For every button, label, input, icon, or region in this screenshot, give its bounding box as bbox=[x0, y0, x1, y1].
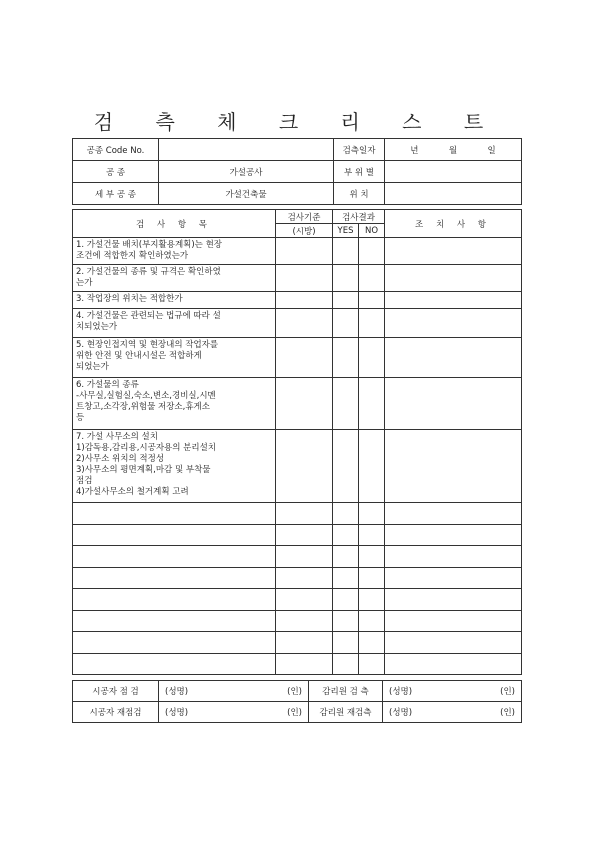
no-cell[interactable] bbox=[359, 430, 385, 503]
page-title: 검 측 체 크 리 스 트 bbox=[93, 110, 502, 134]
criteria-cell[interactable] bbox=[276, 610, 333, 632]
item-cell[interactable] bbox=[73, 653, 276, 675]
no-cell[interactable] bbox=[359, 309, 385, 338]
checklist-empty-row bbox=[73, 653, 522, 675]
seal-label: (인) bbox=[500, 708, 515, 718]
sub-work-value[interactable]: 가설건축물 bbox=[159, 183, 334, 205]
action-cell[interactable] bbox=[385, 632, 522, 654]
checklist-item-line: 3)사무소의 평면계획,마감 및 부착물 bbox=[76, 465, 211, 475]
item-cell[interactable] bbox=[73, 503, 276, 525]
criteria-cell[interactable] bbox=[276, 632, 333, 654]
work-type-label-text: 공 종 bbox=[105, 167, 126, 178]
date-month-label: 월 bbox=[448, 145, 458, 156]
no-cell[interactable] bbox=[359, 292, 385, 309]
checklist-item-line: 트창고,소각장,위험물 저장소,휴게소 bbox=[76, 402, 210, 412]
criteria-cell[interactable] bbox=[276, 567, 333, 589]
yes-cell[interactable] bbox=[333, 309, 359, 338]
action-cell[interactable] bbox=[385, 653, 522, 675]
location-value-field[interactable] bbox=[385, 183, 522, 205]
no-cell[interactable] bbox=[359, 653, 385, 675]
yes-cell[interactable] bbox=[333, 546, 359, 568]
checklist-empty-row bbox=[73, 589, 522, 611]
action-cell[interactable] bbox=[385, 589, 522, 611]
col-items-header: 검 사 항 목 bbox=[73, 210, 276, 238]
checklist-row bbox=[73, 309, 522, 338]
action-cell[interactable] bbox=[385, 610, 522, 632]
no-cell[interactable] bbox=[359, 338, 385, 378]
checklist-item-line: 2)사무소 위치의 적정성 bbox=[76, 454, 165, 464]
checklist-row bbox=[73, 338, 522, 378]
checklist-item-line: 1)감독용,감리용,시공자용의 분리설치 bbox=[76, 443, 216, 453]
action-cell[interactable] bbox=[385, 567, 522, 589]
date-year-label: 년 bbox=[410, 145, 419, 156]
checklist-item-line: 는가 bbox=[76, 278, 93, 288]
criteria-cell[interactable] bbox=[276, 378, 333, 430]
col-yes-header: YES bbox=[333, 224, 359, 238]
no-cell[interactable] bbox=[359, 524, 385, 546]
action-cell[interactable] bbox=[385, 546, 522, 568]
yes-cell[interactable] bbox=[333, 632, 359, 654]
item-cell[interactable] bbox=[73, 610, 276, 632]
no-cell[interactable] bbox=[359, 632, 385, 654]
checklist-item-text bbox=[73, 430, 276, 503]
checklist-item-line: 되었는가 bbox=[76, 362, 109, 372]
supervisor-inspect-label: 감리원 검 측 bbox=[309, 681, 383, 702]
checklist-item-line: 5. 현장인접지역 및 현장내의 작업자를 bbox=[76, 340, 219, 350]
name-label: (성명) bbox=[389, 708, 413, 718]
checklist-row bbox=[73, 430, 522, 503]
checklist-row bbox=[73, 265, 522, 292]
yes-cell[interactable] bbox=[333, 238, 359, 265]
yes-cell[interactable] bbox=[333, 430, 359, 503]
yes-cell[interactable] bbox=[333, 653, 359, 675]
checklist-item-line: 조건에 적합한지 확인하였는가 bbox=[76, 251, 189, 261]
checklist-item-text bbox=[73, 292, 276, 309]
checklist-item-line: 3. 작업장의 위치는 적합한가 bbox=[76, 294, 183, 304]
checklist-item-line: 4)가설사무소의 철거계획 고려 bbox=[76, 487, 189, 497]
contractor-check-signature-field[interactable] bbox=[159, 681, 309, 702]
signature-table bbox=[72, 680, 522, 723]
item-cell[interactable] bbox=[73, 567, 276, 589]
yes-cell[interactable] bbox=[333, 589, 359, 611]
checklist-item-line: 7. 가설 사무소의 설치 bbox=[76, 432, 158, 442]
contractor-recheck-signature-field[interactable] bbox=[159, 702, 309, 723]
checklist-empty-row bbox=[73, 567, 522, 589]
checklist-row bbox=[73, 378, 522, 430]
criteria-cell[interactable] bbox=[276, 430, 333, 503]
yes-cell[interactable] bbox=[333, 567, 359, 589]
action-cell[interactable] bbox=[385, 338, 522, 378]
no-cell[interactable] bbox=[359, 546, 385, 568]
code-value-field[interactable] bbox=[159, 139, 334, 161]
checklist-item-line: 1. 가설건물 배치(부지활용계획)는 현장 bbox=[76, 240, 223, 250]
checklist-item-line: 등 bbox=[76, 413, 85, 423]
checklist-item-line: -사무실,실험실,숙소,변소,경비실,시멘 bbox=[76, 391, 216, 401]
action-cell[interactable] bbox=[385, 430, 522, 503]
seal-label: (인) bbox=[500, 687, 515, 697]
checklist-empty-row bbox=[73, 503, 522, 525]
no-cell[interactable] bbox=[359, 238, 385, 265]
yes-cell[interactable] bbox=[333, 338, 359, 378]
code-label: 공종 Code No. bbox=[73, 139, 159, 161]
inspection-date-field[interactable] bbox=[385, 139, 522, 161]
item-cell[interactable] bbox=[73, 524, 276, 546]
criteria-cell[interactable] bbox=[276, 309, 333, 338]
supervisor-reinspect-signature-field[interactable] bbox=[383, 702, 522, 723]
checklist-item-line: 치되었는가 bbox=[76, 322, 118, 332]
checklist-row bbox=[73, 238, 522, 265]
name-label: (성명) bbox=[389, 687, 413, 697]
no-cell[interactable] bbox=[359, 378, 385, 430]
col-action-header: 조 치 사 항 bbox=[385, 210, 522, 238]
checklist-item-text bbox=[73, 338, 276, 378]
no-cell[interactable] bbox=[359, 567, 385, 589]
work-type-value[interactable]: 가설공사 bbox=[159, 161, 334, 183]
criteria-cell[interactable] bbox=[276, 503, 333, 525]
col-criteria-header: 검사기준 bbox=[276, 210, 333, 224]
item-cell[interactable] bbox=[73, 546, 276, 568]
checklist-item-line: 2. 가설건물의 종류 및 규격은 확인하였 bbox=[76, 267, 221, 277]
checklist-table bbox=[72, 209, 522, 675]
criteria-cell[interactable] bbox=[276, 589, 333, 611]
seal-label: (인) bbox=[287, 708, 302, 718]
yes-cell[interactable] bbox=[333, 378, 359, 430]
no-cell[interactable] bbox=[359, 610, 385, 632]
name-label: (성명) bbox=[165, 708, 189, 718]
contractor-recheck-label: 시공자 재점검 bbox=[73, 702, 159, 723]
criteria-cell[interactable] bbox=[276, 546, 333, 568]
part-label: 부 위 별 bbox=[334, 161, 385, 183]
criteria-cell[interactable] bbox=[276, 524, 333, 546]
checklist-item-line: 점검 bbox=[76, 476, 93, 486]
action-cell[interactable] bbox=[385, 378, 522, 430]
criteria-cell[interactable] bbox=[276, 292, 333, 309]
checklist-item-text bbox=[73, 265, 276, 292]
checklist-row bbox=[73, 292, 522, 309]
checklist-item-text bbox=[73, 378, 276, 430]
checklist-empty-row bbox=[73, 524, 522, 546]
col-no-header: NO bbox=[359, 224, 385, 238]
yes-cell[interactable] bbox=[333, 292, 359, 309]
action-cell[interactable] bbox=[385, 265, 522, 292]
checklist-item-text bbox=[73, 309, 276, 338]
date-day-label: 일 bbox=[487, 145, 496, 156]
item-cell[interactable] bbox=[73, 632, 276, 654]
yes-cell[interactable] bbox=[333, 610, 359, 632]
criteria-cell[interactable] bbox=[276, 238, 333, 265]
action-cell[interactable] bbox=[385, 309, 522, 338]
checklist-empty-row bbox=[73, 632, 522, 654]
checklist-empty-row bbox=[73, 610, 522, 632]
contractor-check-label: 시공자 점 검 bbox=[73, 681, 159, 702]
item-cell[interactable] bbox=[73, 589, 276, 611]
part-value-field[interactable] bbox=[385, 161, 522, 183]
supervisor-reinspect-label: 감리원 재검측 bbox=[309, 702, 383, 723]
location-label: 위 치 bbox=[334, 183, 385, 205]
checklist-item-line: 4. 가설건물은 관련되는 법규에 따라 설 bbox=[76, 311, 221, 321]
yes-cell[interactable] bbox=[333, 265, 359, 292]
work-type-label bbox=[73, 161, 159, 183]
criteria-cell[interactable] bbox=[276, 338, 333, 378]
checklist-item-line: 위한 안전 및 안내시설은 적합하게 bbox=[76, 351, 202, 361]
yes-cell[interactable] bbox=[333, 524, 359, 546]
checklist-item-line: 6. 가설물의 종류 bbox=[76, 380, 139, 390]
no-cell[interactable] bbox=[359, 503, 385, 525]
col-result-header: 검사결과 bbox=[333, 210, 385, 224]
name-label: (성명) bbox=[165, 687, 189, 697]
col-criteria-sub: (시방) bbox=[276, 224, 333, 238]
supervisor-inspect-signature-field[interactable] bbox=[383, 681, 522, 702]
seal-label: (인) bbox=[287, 687, 302, 697]
sub-work-label: 세 부 공 종 bbox=[73, 183, 159, 205]
checklist-empty-row bbox=[73, 546, 522, 568]
criteria-cell[interactable] bbox=[276, 265, 333, 292]
no-cell[interactable] bbox=[359, 589, 385, 611]
action-cell[interactable] bbox=[385, 238, 522, 265]
action-cell[interactable] bbox=[385, 524, 522, 546]
header-table bbox=[72, 138, 522, 205]
checklist-item-text bbox=[73, 238, 276, 265]
no-cell[interactable] bbox=[359, 265, 385, 292]
inspection-date-label: 검측일자 bbox=[334, 139, 385, 161]
action-cell[interactable] bbox=[385, 503, 522, 525]
criteria-cell[interactable] bbox=[276, 653, 333, 675]
action-cell[interactable] bbox=[385, 292, 522, 309]
yes-cell[interactable] bbox=[333, 503, 359, 525]
